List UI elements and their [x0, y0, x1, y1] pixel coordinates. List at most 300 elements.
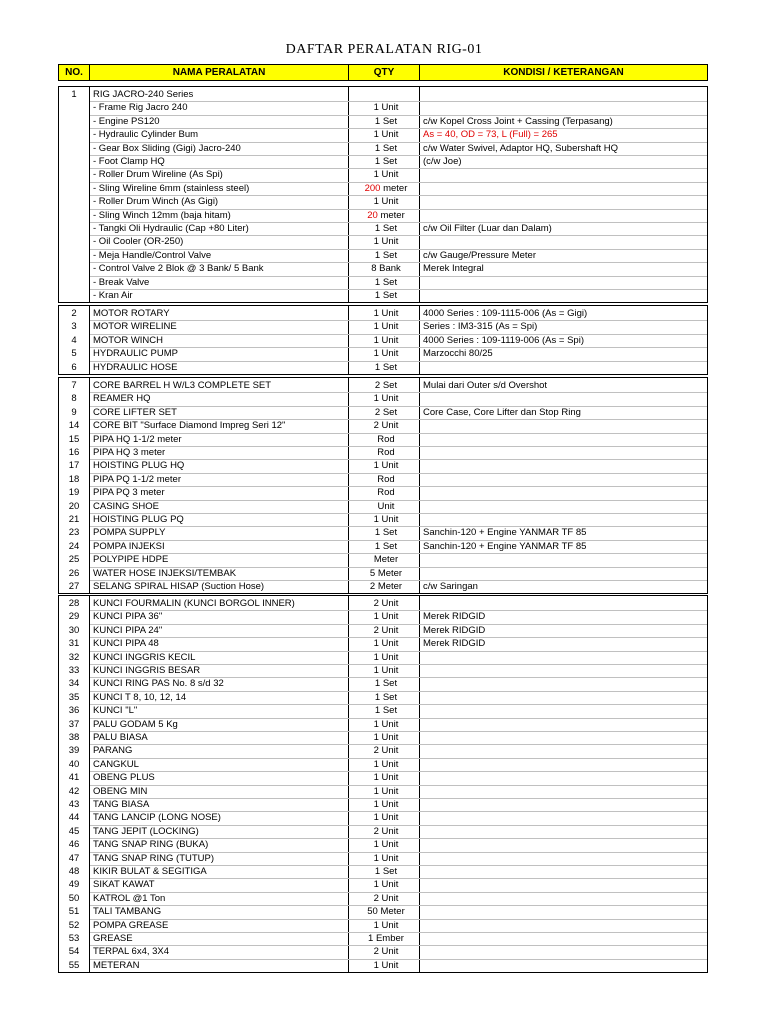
item-qty: [349, 718, 419, 731]
table-row: [59, 567, 707, 580]
item-qty: [349, 905, 419, 918]
qty-unit: 2 Unit: [373, 420, 399, 432]
item-qty: [349, 486, 419, 499]
table-row: [59, 704, 707, 717]
item-qty: [349, 289, 419, 302]
item-name: - Kran Air: [93, 290, 133, 301]
item-name: RIG JACRO-240 Series: [93, 89, 194, 100]
table-row: [59, 155, 707, 168]
item-name: - Break Valve: [93, 276, 150, 288]
item-name: TANG LANCIP (LONG NOSE): [93, 812, 221, 824]
table-row: [59, 88, 707, 101]
item-remark: [420, 101, 707, 114]
item-qty: [349, 473, 419, 486]
row-number: 44: [68, 812, 80, 824]
qty-unit: 1 Unit: [373, 196, 399, 208]
table-row: [59, 526, 707, 539]
row-number: 38: [68, 732, 80, 743]
item-name: KUNCI "L": [93, 705, 138, 717]
item-qty: [349, 651, 419, 664]
qty-unit: 1 Set: [374, 156, 398, 167]
table-row: [59, 785, 707, 798]
item-qty: [349, 195, 419, 208]
item-name: HOISTING PLUG HQ: [93, 460, 185, 472]
qty-unit: 1 Unit: [373, 334, 399, 346]
item-name: OBENG MIN: [93, 785, 148, 797]
item-name: POMPA INJEKSI: [93, 540, 165, 552]
item-remark: Merek RIDGID: [423, 638, 486, 650]
item-remark: [420, 459, 707, 472]
item-qty: [349, 811, 419, 824]
row-number: 50: [68, 892, 80, 904]
qty-unit: 1 Set: [374, 691, 398, 703]
item-remark: [420, 651, 707, 664]
item-remark: [420, 182, 707, 195]
qty-unit: 1 Set: [374, 527, 398, 539]
row-number: [59, 142, 89, 155]
item-qty: [349, 878, 419, 891]
qty-unit: 2 Set: [374, 406, 398, 418]
table-row: [59, 731, 707, 744]
item-qty: [349, 459, 419, 472]
item-remark: [420, 878, 707, 891]
qty-unit: 1 Unit: [373, 169, 399, 181]
table-row: [59, 624, 707, 637]
table-row: [59, 664, 707, 677]
row-number: 34: [68, 678, 80, 690]
item-qty: [349, 771, 419, 784]
qty-unit: 2 Unit: [373, 825, 399, 837]
table-row: [59, 320, 707, 333]
item-name: KUNCI FOURMALIN (KUNCI BORGOL INNER): [93, 598, 295, 609]
item-remark: 4000 Series : 109-1119-006 (As = Spi): [423, 334, 584, 346]
row-number: [59, 262, 89, 275]
item-name: - Roller Drum Wireline (As Spi): [93, 169, 223, 181]
qty-unit: 1 Unit: [373, 460, 399, 472]
item-name: PIPA HQ 1-1/2 meter: [93, 433, 182, 445]
item-qty: [349, 758, 419, 771]
table-row: [59, 128, 707, 141]
item-qty: [349, 553, 419, 566]
qty-unit: 1 Unit: [373, 129, 399, 141]
item-remark: [420, 392, 707, 405]
table-row: [59, 878, 707, 891]
qty-unit: 1 Ember: [368, 933, 404, 944]
row-number: 30: [68, 624, 80, 636]
item-remark: [420, 892, 707, 905]
qty-unit: 1 Set: [374, 678, 398, 690]
row-number: 52: [68, 919, 80, 931]
row-number: 45: [68, 825, 80, 837]
item-name: - Tangki Oli Hydraulic (Cap +80 Liter): [93, 223, 249, 234]
item-remark: [420, 446, 707, 459]
table-row: [59, 168, 707, 181]
qty-unit: 50 Meter: [367, 906, 405, 918]
table-row: [59, 919, 707, 932]
row-number: 17: [68, 460, 80, 472]
item-name: CORE BIT "Surface Diamond Impreg Seri 12": [93, 420, 286, 432]
table-row: [59, 334, 707, 347]
item-remark: [420, 919, 707, 932]
item-remark: [420, 88, 707, 101]
row-number: [59, 209, 89, 222]
item-qty: [349, 276, 419, 289]
page-title: DAFTAR PERALATAN RIG-01: [285, 42, 483, 57]
row-number: 23: [68, 527, 80, 539]
item-name: HOISTING PLUG PQ: [93, 514, 184, 525]
table-row: [59, 195, 707, 208]
table-row: [59, 222, 707, 235]
row-number: 21: [68, 514, 80, 525]
item-qty: [349, 597, 419, 610]
row-number: 28: [68, 598, 80, 609]
table-row: [59, 115, 707, 128]
table-row: [59, 945, 707, 958]
table-row: [59, 379, 707, 392]
row-number: 42: [68, 785, 80, 797]
item-remark: [420, 691, 707, 704]
qty-unit: 1 Unit: [373, 785, 399, 797]
item-remark: [420, 959, 707, 972]
item-remark: [420, 731, 707, 744]
header-name: NAMA PERALATAN: [90, 65, 349, 80]
table-row: [59, 209, 707, 222]
item-name: CASING SHOE: [93, 500, 159, 512]
row-number: 19: [68, 487, 80, 499]
item-remark: [420, 513, 707, 526]
item-name: TANG SNAP RING (TUTUP): [93, 852, 215, 864]
item-qty: [349, 852, 419, 865]
qty-unit: 1 Unit: [373, 718, 399, 730]
table-section: [58, 305, 708, 375]
item-remark: [420, 500, 707, 513]
row-number: [59, 249, 89, 262]
item-name: KUNCI INGGRIS KECIL: [93, 651, 196, 663]
item-qty: [349, 513, 419, 526]
item-qty: [349, 446, 419, 459]
item-name: - Hydraulic Cylinder Bum: [93, 129, 199, 141]
row-number: 40: [68, 758, 80, 770]
item-qty: [349, 320, 419, 333]
qty-unit: 1 Unit: [373, 959, 399, 971]
item-remark: Marzocchi 80/25: [423, 348, 493, 360]
item-name: TANG BIASA: [93, 799, 150, 810]
item-remark: [420, 433, 707, 446]
row-number: 39: [68, 745, 80, 757]
qty-unit: 2 Meter: [369, 581, 403, 592]
qty-unit: 2 Unit: [373, 598, 399, 609]
item-remark: [420, 209, 707, 222]
item-remark: [420, 419, 707, 432]
header-qty: QTY: [349, 65, 420, 80]
item-qty: [349, 168, 419, 181]
item-qty: [349, 865, 419, 878]
row-number: [59, 235, 89, 248]
qty-unit: 1 Set: [374, 142, 398, 154]
qty-unit: meter: [377, 209, 405, 221]
item-qty: [349, 691, 419, 704]
item-qty: [349, 307, 419, 320]
qty-unit: 1 Unit: [373, 812, 399, 824]
qty-unit: 1 Unit: [373, 102, 399, 114]
qty-unit: 1 Set: [374, 540, 398, 552]
qty-unit: 1 Set: [374, 276, 398, 288]
item-remark: [420, 289, 707, 302]
row-number: 43: [68, 799, 80, 810]
qty-unit: 1 Set: [374, 866, 398, 877]
row-number: 37: [68, 718, 80, 730]
qty-unit: 1 Unit: [373, 879, 399, 891]
row-number: 2: [71, 308, 77, 319]
qty-unit: 1 Unit: [373, 919, 399, 931]
item-name: - Foot Clamp HQ: [93, 156, 165, 167]
item-name: PALU GODAM 5 Kg: [93, 718, 178, 730]
item-qty: [349, 235, 419, 248]
item-remark: [420, 945, 707, 958]
qty-unit: 8 Bank: [371, 263, 401, 275]
row-number: [59, 115, 89, 128]
item-remark: c/w Water Swivel, Adaptor HQ, Subershaft HQ: [423, 142, 618, 154]
table-row: [59, 540, 707, 553]
item-qty: [349, 610, 419, 623]
table-row: [59, 811, 707, 824]
row-number: 1: [71, 89, 77, 100]
item-qty: [349, 500, 419, 513]
table-row: [59, 182, 707, 195]
item-qty: [349, 704, 419, 717]
item-remark: [420, 195, 707, 208]
item-qty: [349, 128, 419, 141]
table-row: [59, 289, 707, 302]
item-qty: [349, 838, 419, 851]
table-row: [59, 932, 707, 945]
qty-unit: Rod: [377, 473, 395, 485]
item-remark: Merek Integral: [423, 263, 484, 275]
item-name: TANG SNAP RING (BUKA): [93, 839, 209, 851]
item-name: - Roller Drum Winch (As Gigi): [93, 196, 219, 208]
row-number: 32: [68, 651, 80, 663]
item-name: OBENG PLUS: [93, 772, 155, 784]
item-name: - Frame Rig Jacro 240: [93, 102, 188, 114]
item-qty: [349, 624, 419, 637]
table-header: [58, 64, 708, 81]
item-qty: [349, 182, 419, 195]
table-row: [59, 677, 707, 690]
item-qty: [349, 379, 419, 392]
qty-unit: 2 Unit: [373, 624, 399, 636]
item-name: PIPA HQ 3 meter: [93, 447, 166, 458]
qty-unit: 2 Set: [374, 380, 398, 391]
table-row: [59, 651, 707, 664]
qty-unit: 2 Unit: [373, 745, 399, 757]
item-name: PARANG: [93, 745, 133, 757]
table-row: [59, 235, 707, 248]
row-number: [59, 289, 89, 302]
item-remark: Core Case, Core Lifter dan Stop Ring: [423, 406, 581, 418]
item-qty: [349, 419, 419, 432]
qty-number: 200: [364, 182, 381, 194]
item-remark: [420, 825, 707, 838]
table-row: [59, 307, 707, 320]
row-number: 5: [71, 348, 77, 360]
item-name: KUNCI INGGRIS BESAR: [93, 665, 201, 676]
item-remark: [420, 235, 707, 248]
row-number: 8: [71, 393, 77, 405]
table-row: [59, 610, 707, 623]
row-number: 4: [71, 334, 77, 346]
table-row: [59, 419, 707, 432]
table-row: [59, 852, 707, 865]
row-number: 16: [68, 447, 80, 458]
item-remark: Mulai dari Outer s/d Overshot: [423, 380, 548, 391]
table-row: [59, 459, 707, 472]
qty-unit: 1 Unit: [373, 321, 399, 333]
table-row: [59, 771, 707, 784]
item-qty: [349, 540, 419, 553]
table-row: [59, 361, 707, 374]
table-row: [59, 892, 707, 905]
qty-unit: 2 Unit: [373, 892, 399, 904]
row-number: 3: [71, 321, 77, 333]
row-number: 55: [68, 959, 80, 971]
item-name: KUNCI T 8, 10, 12, 14: [93, 691, 187, 703]
item-name: TANG JEPIT (LOCKING): [93, 825, 199, 837]
item-remark: [420, 758, 707, 771]
table-row: [59, 718, 707, 731]
qty-unit: 1 Set: [374, 361, 398, 373]
table-row: [59, 262, 707, 275]
table-row: [59, 744, 707, 757]
item-name: MOTOR WIRELINE: [93, 321, 177, 333]
item-remark: [420, 168, 707, 181]
item-name: MOTOR WINCH: [93, 334, 164, 346]
row-number: 47: [68, 852, 80, 864]
item-qty: [349, 825, 419, 838]
item-name: - Oil Cooler (OR-250): [93, 236, 184, 248]
qty-unit: Rod: [377, 447, 395, 458]
item-name: KUNCI PIPA 48: [93, 638, 159, 650]
qty-unit: 1 Unit: [373, 732, 399, 743]
item-qty: [349, 406, 419, 419]
table-row: [59, 433, 707, 446]
qty-unit: 1 Unit: [373, 611, 399, 623]
item-remark: [420, 597, 707, 610]
row-number: 9: [71, 406, 77, 418]
item-name: TERPAL 6x4, 3X4: [93, 946, 170, 958]
item-remark: [420, 852, 707, 865]
item-remark: c/w Saringan: [423, 581, 478, 592]
row-number: [59, 276, 89, 289]
item-qty: [349, 945, 419, 958]
item-qty: [349, 88, 419, 101]
item-name: HYDRAULIC PUMP: [93, 348, 178, 360]
qty-unit: 1 Unit: [373, 514, 399, 525]
row-number: 27: [68, 581, 80, 592]
table-row: [59, 597, 707, 610]
item-qty: [349, 433, 419, 446]
header-ket: KONDISI / KETERANGAN: [503, 67, 624, 78]
table-row: [59, 838, 707, 851]
qty-unit: 1 Unit: [373, 772, 399, 784]
item-remark: [420, 905, 707, 918]
table-row: [59, 142, 707, 155]
qty-unit: 1 Unit: [373, 665, 399, 676]
row-number: 6: [71, 361, 77, 373]
qty-unit: Unit: [377, 500, 395, 512]
qty-unit: 1 Set: [374, 115, 398, 127]
item-qty: [349, 249, 419, 262]
table-row: [59, 553, 707, 566]
item-name: PIPA PQ 1-1/2 meter: [93, 473, 182, 485]
table-row: [59, 580, 707, 593]
row-number: 35: [68, 691, 80, 703]
item-remark: 4000 Series : 109-1115-006 (As = Gigi): [423, 308, 588, 319]
qty-unit: 2 Unit: [373, 946, 399, 958]
item-name: GREASE: [93, 933, 133, 944]
item-name: POMPA SUPPLY: [93, 527, 166, 539]
item-remark: c/w Gauge/Pressure Meter: [423, 249, 536, 261]
row-number: 26: [68, 567, 80, 579]
item-name: CANGKUL: [93, 758, 139, 770]
item-qty: [349, 392, 419, 405]
item-remark: Sanchin-120 + Engine YANMAR TF 85: [423, 527, 587, 539]
table-section: [58, 86, 708, 303]
item-qty: [349, 262, 419, 275]
qty-unit: Rod: [377, 433, 395, 445]
item-remark: (c/w Joe): [423, 156, 462, 167]
item-remark: [420, 771, 707, 784]
item-remark: [420, 473, 707, 486]
qty-unit: 1 Unit: [373, 758, 399, 770]
item-name: POMPA GREASE: [93, 919, 169, 931]
item-name: - Engine PS120: [93, 115, 160, 127]
item-qty: [349, 959, 419, 972]
item-qty: [349, 155, 419, 168]
item-name: - Control Valve 2 Blok @ 3 Bank/ 5 Bank: [93, 263, 264, 275]
item-remark: [420, 865, 707, 878]
item-remark: Merek RIDGID: [423, 624, 486, 636]
table-row: [59, 500, 707, 513]
row-number: 7: [71, 380, 77, 391]
row-number: 46: [68, 839, 80, 851]
item-name: KUNCI PIPA 36": [93, 611, 163, 623]
row-number: [59, 168, 89, 181]
row-number: 29: [68, 611, 80, 623]
item-qty: [349, 731, 419, 744]
item-qty: [349, 361, 419, 374]
item-qty: [349, 637, 419, 650]
row-number: 53: [68, 933, 80, 944]
qty-unit: 1 Unit: [373, 308, 399, 319]
item-name: - Sling Winch 12mm (baja hitam): [93, 209, 231, 221]
item-name: - Meja Handle/Control Valve: [93, 249, 212, 261]
item-qty: [349, 334, 419, 347]
qty-unit: 1 Set: [374, 249, 398, 261]
item-name: WATER HOSE INJEKSI/TEMBAK: [93, 567, 237, 579]
qty-unit: meter: [380, 182, 408, 194]
item-remark: Sanchin-120 + Engine YANMAR TF 85: [423, 540, 587, 552]
row-number: 14: [68, 420, 80, 432]
row-number: 15: [68, 433, 80, 445]
item-qty: [349, 664, 419, 677]
item-name: KATROL @1 Ton: [93, 892, 166, 904]
item-name: SIKAT KAWAT: [93, 879, 155, 891]
item-remark: [420, 276, 707, 289]
table-row: [59, 446, 707, 459]
qty-unit: 1 Set: [374, 705, 398, 717]
table-row: [59, 249, 707, 262]
item-qty: [349, 785, 419, 798]
